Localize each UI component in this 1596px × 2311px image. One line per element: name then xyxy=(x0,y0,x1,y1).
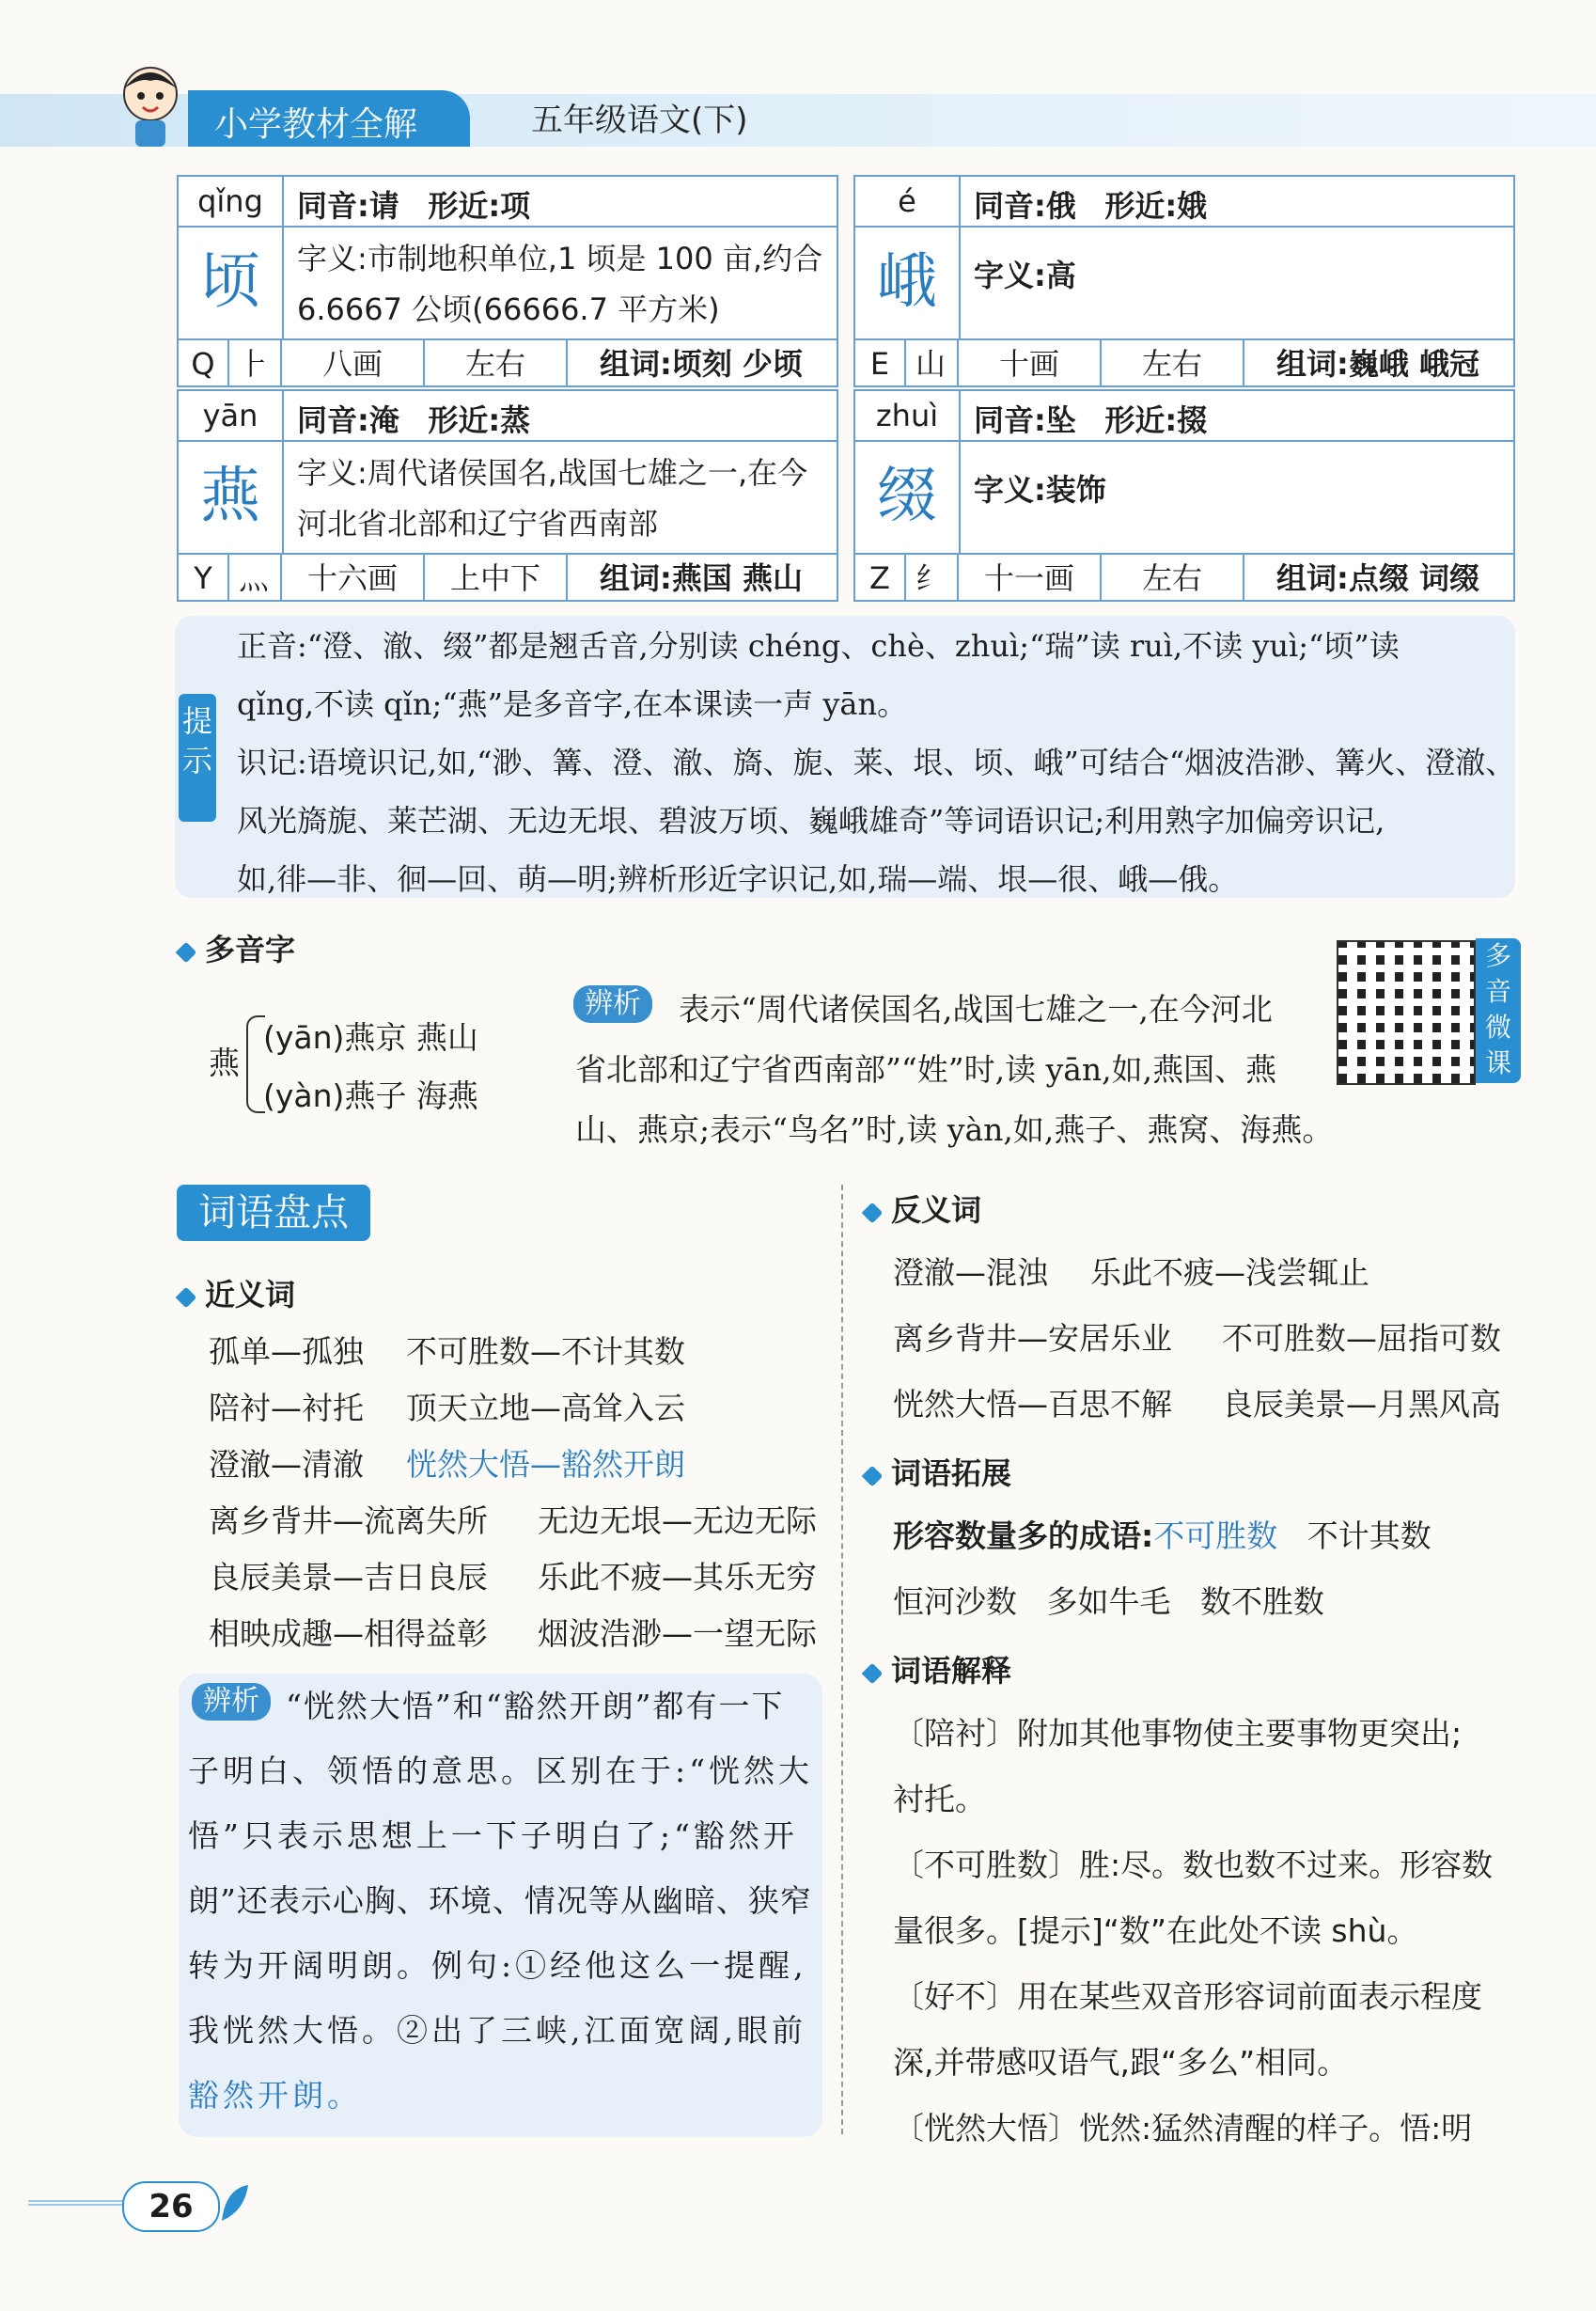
character: 燕 xyxy=(179,440,284,555)
synonym-pair: 澄澈—清澈 xyxy=(209,1446,364,1483)
structure: 左右 xyxy=(1102,555,1244,602)
stroke-count: 十画 xyxy=(959,340,1102,387)
synonym-pair: 乐此不疲—其乐无穷 xyxy=(538,1559,817,1596)
explain-heading: 词语解释 xyxy=(865,1647,1011,1690)
card-footer xyxy=(179,338,837,387)
radical: 纟 xyxy=(904,555,959,602)
pinyin: yān xyxy=(179,391,284,442)
homophone-similar: 同音:坠 形近:掇 xyxy=(974,402,1208,438)
index-letter: Y xyxy=(179,555,229,602)
synonym-pair: 相映成趣—相得益彰 xyxy=(209,1615,488,1652)
pencil-icon xyxy=(176,1287,197,1309)
explain-line: 量很多。[提示]“数”在此处不读 shù。 xyxy=(893,1912,1418,1949)
note-tag: 辨析 xyxy=(192,1683,271,1721)
book-subtitle: 五年级语文(下) xyxy=(531,102,748,139)
pinyin: é xyxy=(855,177,961,228)
index-letter: E xyxy=(855,340,906,387)
expansion-heading: 词语拓展 xyxy=(865,1450,1011,1493)
section-title: 词语盘点 xyxy=(177,1185,370,1241)
synonyms-heading: 近义词 xyxy=(179,1271,295,1314)
brace xyxy=(246,1015,265,1113)
pencil-icon xyxy=(862,1203,884,1224)
note-line: 悟”只表示思想上一下子明白了;“豁然开 xyxy=(188,1817,798,1854)
expansion-line: 形容数量多的成语:不可胜数 不计其数 xyxy=(893,1517,1432,1554)
word-examples: 组词:巍峨 峨冠 xyxy=(1276,346,1479,382)
tip-line: 正音:“澄、澈、缀”都是翘舌音,分别读 chéng、chè、zhuì;“瑞”读 ruì,不读 yuì;“顷”读 xyxy=(237,628,1400,664)
radical: 灬 xyxy=(227,555,282,602)
analysis-line: 省北部和辽宁省西南部”“姓”时,读 yān,如,燕国、燕 xyxy=(575,1051,1277,1088)
word-examples: 组词:顷刻 少顷 xyxy=(600,346,803,382)
radical: 山 xyxy=(904,340,959,387)
antonym-pair: 离乡背井—安居乐业 xyxy=(893,1320,1172,1357)
card-footer xyxy=(179,553,837,602)
explain-line: 衬托。 xyxy=(893,1781,986,1817)
polyphone-reading-1: (yān)燕京 燕山 xyxy=(263,1019,478,1056)
word-examples: 组词:燕国 燕山 xyxy=(600,560,803,596)
note-line: 子明白、领悟的意思。区别在于:“恍然大 xyxy=(188,1753,813,1789)
expansion-line: 恒河沙数 多如牛毛 数不胜数 xyxy=(893,1583,1324,1620)
tip-line: 识记:语境识记,如,“渺、篝、澄、澈、旖、旎、莱、垠、顷、峨”可结合“烟波浩渺、篝火、澄澈、 xyxy=(237,745,1516,780)
pinyin: zhuì xyxy=(855,391,961,442)
homophone-similar: 同音:俄 形近:娥 xyxy=(974,188,1208,224)
note-line: “恍然大悟”和“豁然开朗”都有一下 xyxy=(286,1688,785,1724)
synonym-pair: 陪衬—衬托 xyxy=(209,1390,364,1426)
char-card-qing xyxy=(177,175,838,387)
synonym-pair-highlight: 恍然大悟—豁然开朗 xyxy=(406,1446,685,1483)
character: 缀 xyxy=(855,440,961,555)
synonym-pair: 顶天立地—高耸入云 xyxy=(406,1390,685,1426)
pencil-icon xyxy=(862,1663,884,1685)
card-footer xyxy=(855,553,1513,602)
explain-line: 〔不可胜数〕胜:尽。数也数不过来。形容数 xyxy=(893,1847,1494,1883)
synonym-pair: 离乡背井—流离失所 xyxy=(209,1502,488,1539)
meaning: 字义:周代诸侯国名,战国七雄之一,在今河北省北部和辽宁省西南部 xyxy=(297,455,808,542)
leaf-icon xyxy=(216,2179,254,2226)
antonym-pair: 恍然大悟—百思不解 xyxy=(893,1386,1172,1423)
meaning: 字义:高 xyxy=(974,258,1076,293)
structure: 左右 xyxy=(1102,340,1244,387)
note-line: 朗”还表示心胸、环境、情况等从幽暗、狭窄 xyxy=(188,1882,812,1919)
explain-line: 深,并带感叹语气,跟“多么”相同。 xyxy=(893,2044,1349,2081)
character: 顷 xyxy=(179,226,284,340)
note-line: 我恍然大悟。②出了三峡,江面宽阔,眼前 xyxy=(188,2012,806,2049)
synonym-pair: 无边无垠—无边无际 xyxy=(538,1502,817,1539)
meaning: 字义:装饰 xyxy=(974,472,1106,508)
antonyms-heading: 反义词 xyxy=(865,1187,981,1230)
page-number: 26 xyxy=(122,2181,220,2232)
meaning: 字义:市制地积单位,1 顷是 100 亩,约合 6.6667 公顷(66666.7 平方米) xyxy=(297,241,823,327)
mascot-icon xyxy=(103,56,197,150)
synonym-pair: 孤单—孤独 xyxy=(209,1333,364,1370)
char-card-zhui xyxy=(853,389,1515,602)
word-examples: 组词:点缀 词缀 xyxy=(1276,560,1479,596)
radical: ⺊ xyxy=(227,340,282,387)
note-line: 豁然开朗。 xyxy=(188,2077,362,2114)
antonym-pair: 乐此不疲—浅尝辄止 xyxy=(1090,1254,1369,1291)
polyphone-char: 燕 xyxy=(209,1045,240,1081)
synonym-pair: 良辰美景—吉日良辰 xyxy=(209,1559,488,1596)
homophone-similar: 同音:请 形近:项 xyxy=(297,188,531,224)
structure: 左右 xyxy=(425,340,568,387)
card-footer xyxy=(855,338,1513,387)
index-letter: Q xyxy=(179,340,229,387)
analysis-tag: 辨析 xyxy=(573,985,652,1023)
polyphone-heading: 多音字 xyxy=(179,926,295,969)
note-line: 转为开阔明朗。例句:①经他这么一提醒, xyxy=(188,1947,807,1984)
analysis-line: 表示“周代诸侯国名,战国七雄之一,在今河北 xyxy=(679,991,1273,1028)
pinyin: qǐng xyxy=(179,177,284,228)
pencil-icon xyxy=(862,1466,884,1487)
micro-lesson-label[interactable]: 多音微课 xyxy=(1476,938,1521,1083)
synonym-pair: 烟波浩渺—一望无际 xyxy=(538,1615,817,1652)
synonym-pair: 不可胜数—不计其数 xyxy=(406,1333,685,1370)
antonym-pair: 澄澈—混浊 xyxy=(893,1254,1048,1291)
character: 峨 xyxy=(855,226,961,340)
antonym-pair: 良辰美景—月黑风高 xyxy=(1222,1386,1501,1423)
tip-line: 如,徘—非、徊—回、萌—明;辨析形近字识记,如,瑞—端、垠—很、峨—俄。 xyxy=(237,861,1239,897)
analysis-line: 山、燕京;表示“鸟名”时,读 yàn,如,燕子、燕窝、海燕。 xyxy=(575,1111,1334,1148)
tip-line: qǐng,不读 qǐn;“燕”是多音字,在本课读一声 yān。 xyxy=(237,686,908,722)
column-divider xyxy=(841,1185,843,2134)
series-title: 小学教材全解 xyxy=(214,105,418,144)
structure: 上中下 xyxy=(425,555,568,602)
stroke-count: 十一画 xyxy=(959,555,1102,602)
explain-line: 〔恍然大悟〕恍然:猛然清醒的样子。悟:明 xyxy=(893,2110,1473,2146)
char-card-e xyxy=(853,175,1515,387)
explain-line: 〔好不〕用在某些双音形容词前面表示程度 xyxy=(893,1978,1482,2015)
stroke-count: 十六画 xyxy=(282,555,425,602)
antonym-pair: 不可胜数—屈指可数 xyxy=(1222,1320,1501,1357)
char-card-yan xyxy=(177,389,838,602)
stroke-count: 八画 xyxy=(282,340,425,387)
explain-line: 〔陪衬〕附加其他事物使主要事物更突出; xyxy=(893,1715,1463,1752)
qr-code-icon[interactable] xyxy=(1337,940,1476,1085)
homophone-similar: 同音:淹 形近:蒸 xyxy=(297,402,531,438)
polyphone-reading-2: (yàn)燕子 海燕 xyxy=(263,1077,478,1114)
tip-tag: 提示 xyxy=(179,694,216,822)
series-tab xyxy=(188,90,470,147)
pencil-icon xyxy=(176,942,197,964)
tip-line: 风光旖旎、莱芒湖、无边无垠、碧波万顷、巍峨雄奇”等词语识记;利用熟字加偏旁识记, xyxy=(237,803,1385,839)
index-letter: Z xyxy=(855,555,906,602)
